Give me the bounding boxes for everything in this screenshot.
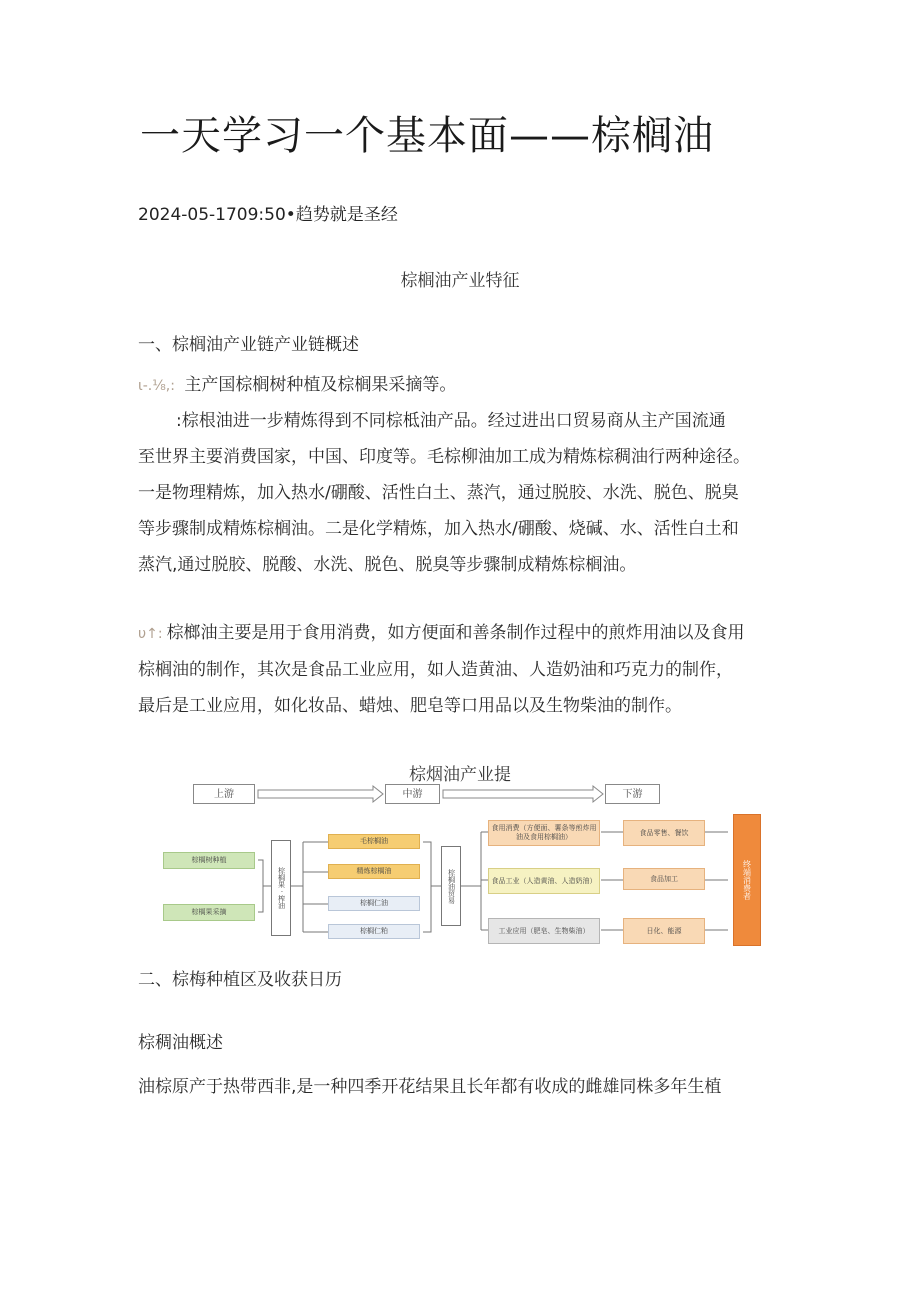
- trade-node: 棕榈油贸易: [441, 846, 461, 926]
- upstream-paragraph: [138, 370, 456, 395]
- upstream-label: ι-.⅛,:: [138, 378, 175, 394]
- end-use-box: 食品零售、餐饮: [623, 820, 705, 846]
- s2-subheading: 棕稠油概述: [138, 1033, 223, 1053]
- upstream-text: 主产国棕榈树种植及棕榈果采摘等。: [184, 375, 457, 395]
- product-box: 精炼棕榈油: [328, 864, 420, 879]
- mid-node: 棕榈果 · 榨油: [271, 840, 291, 936]
- s2-text: 油棕原产于热带西非,是一种四季开花结果且长年都有收成的雌雄同株多年生植: [138, 1077, 722, 1097]
- stage-downstream: 下游: [605, 784, 660, 804]
- upstream-box: 棕榈树种植: [163, 852, 255, 869]
- use-box: 食品工业（人造黄油、人造奶油）: [488, 868, 600, 894]
- consumer-bar: 终端消费者: [733, 814, 761, 946]
- industry-chain-diagram: [163, 780, 768, 948]
- use-box: 工业应用（肥皂、生物柴油）: [488, 918, 600, 944]
- text-line: 至世界主要消费国家，中国、印度等。毛棕柳油加工成为精炼棕稠油行两种途径。: [138, 447, 750, 467]
- s2-heading: 二、棕梅种植区及收获日历: [138, 970, 342, 990]
- stage-upstream: 上游: [193, 784, 255, 804]
- text-line: 最后是工业应用，如化妆品、蜡烛、肥皂等口用品以及生物柴油的制作。: [138, 696, 682, 716]
- upstream-box: 棕榈果采摘: [163, 904, 255, 921]
- product-box: 棕榈仁油: [328, 896, 420, 911]
- midstream-paragraph: [138, 403, 798, 583]
- section-heading: 棕榈油产业特征: [400, 271, 520, 291]
- use-box: 食用消费（方便面、薯条等煎炸用油及食用棕榈油）: [488, 820, 600, 846]
- diagram-caption: 棕烟油产业提: [409, 765, 511, 785]
- product-box: 毛棕榈油: [328, 834, 420, 849]
- s1-heading: 一、棕榈油产业链产业链概述: [138, 335, 359, 355]
- end-use-box: 食品加工: [623, 868, 705, 890]
- text-line: 等步骤制成精炼棕榈油。二是化学精炼，加入热水/硼酸、烧碱、水、活性白土和: [138, 519, 739, 539]
- text-line: :棕根油进一步精炼得到不同棕柢油产品。经过进出口贸易商从主产国流通: [176, 411, 726, 431]
- post-meta: 2024-05-1709:50•趋势就是圣经: [138, 205, 398, 225]
- text-line: 棕榈油的制作，其次是食品工业应用，如人造黄油、人造奶油和巧克力的制作，: [138, 660, 733, 680]
- downstream-label: υ↑:: [138, 626, 163, 642]
- text-line: 棕榔油主要是用于食用消费，如方便面和善条制作过程中的煎炸用油以及食用: [166, 623, 745, 643]
- downstream-paragraph: [138, 615, 798, 724]
- text-line: 蒸汽,通过脱胶、脱酸、水洗、脱色、脱臭等步骤制成精炼棕榈油。: [138, 555, 637, 575]
- end-use-box: 日化、能源: [623, 918, 705, 944]
- text-line: 一是物理精炼，加入热水/硼酸、活性白土、蒸汽，通过脱胶、水洗、脱色、脱臭: [138, 483, 739, 503]
- product-box: 棕榈仁粕: [328, 924, 420, 939]
- stage-midstream: 中游: [385, 784, 440, 804]
- page-title: 一天学习一个基本面——棕榈油: [140, 113, 714, 159]
